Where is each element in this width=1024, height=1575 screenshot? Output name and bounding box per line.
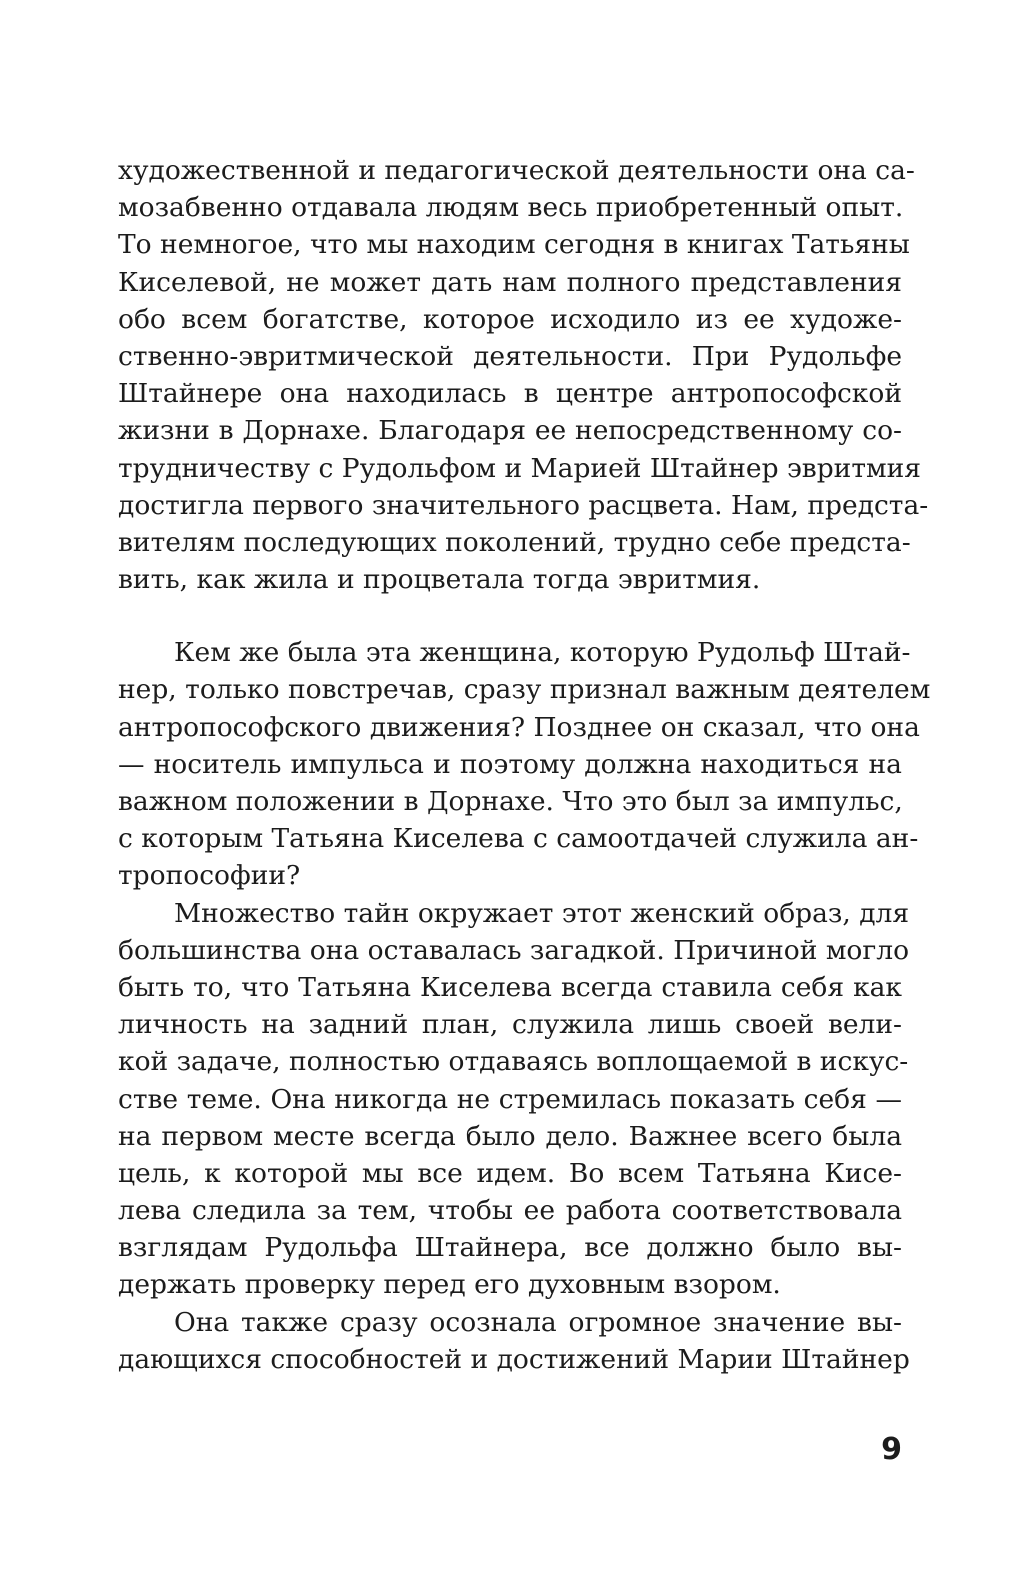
- body-text: [118, 152, 931, 1378]
- text-line: вителям последующих поколений, трудно себе предста-: [118, 526, 911, 558]
- text-line: Киселевой, не может дать нам полного представления: [118, 266, 902, 298]
- text-line: дающихся способностей и достижений Марии Штайнер: [118, 1343, 910, 1375]
- paragraph-2: [118, 634, 931, 894]
- text-line: цель, к которой мы все идем. Во всем Татьяна Кисе-: [118, 1157, 902, 1189]
- text-line: обо всем богатстве, которое исходило из ее художе-: [118, 303, 902, 335]
- page-number: 9: [881, 1432, 902, 1467]
- text-line: Множество тайн окружает этот женский образ, для: [174, 897, 910, 929]
- text-line: на первом месте всегда было дело. Важнее всего была: [118, 1120, 902, 1152]
- paragraph-gap: [118, 598, 902, 634]
- text-line: быть то, что Татьяна Киселева всегда ставила себя как: [118, 971, 902, 1003]
- paragraph-3: [118, 895, 910, 1304]
- text-line: Штайнере она находилась в центре антропософской: [118, 378, 902, 410]
- paragraph-4: [118, 1304, 910, 1378]
- text-line: вить, как жила и процветала тогда эвритмия.: [118, 564, 761, 596]
- text-line: большинства она оставалась загадкой. Причиной могло: [118, 934, 910, 966]
- text-line: кой задаче, полностью отдаваясь воплощаемой в искус-: [118, 1046, 909, 1078]
- text-line: Она также сразу осознала огромное значение вы-: [174, 1306, 902, 1338]
- text-line: трудничеству с Рудольфом и Марией Штайнер эвритмия: [118, 452, 921, 484]
- text-line: мозабвенно отдавала людям весь приобретенный опыт.: [118, 192, 904, 224]
- text-line: То немногое, что мы находим сегодня в книгах Татьяны: [118, 229, 910, 261]
- text-line: стве теме. Она никогда не стремилась показать себя —: [118, 1083, 902, 1115]
- text-line: ственно-эвритмической деятельности. При Рудольфе: [118, 340, 902, 372]
- paragraph-1: [118, 152, 929, 598]
- text-line: важном положении в Дорнахе. Что это был за импульс,: [118, 786, 903, 817]
- text-line: взглядам Рудольфа Штайнера, все должно было вы-: [118, 1232, 902, 1264]
- text-line: держать проверку перед его духовным взором.: [118, 1269, 781, 1301]
- text-line: художественной и педагогической деятельности она са-: [118, 155, 915, 186]
- text-line: нер, только повстречав, сразу признал важным деятелем: [118, 674, 931, 706]
- text-line: с которым Татьяна Киселева с самоотдачей служила ан-: [118, 823, 919, 855]
- text-line: личность на задний план, служила лишь своей вели-: [118, 1009, 902, 1041]
- text-line: лева следила за тем, чтобы ее работа соответствовала: [118, 1195, 902, 1227]
- text-line: антропософского движения? Позднее он сказал, что она: [118, 711, 920, 743]
- text-line: достигла первого значительного расцвета. Нам, предста-: [118, 489, 929, 521]
- text-line: тропософии?: [118, 860, 301, 892]
- text-line: Кем же была эта женщина, которую Рудольф Штай-: [174, 637, 911, 669]
- text-line: жизни в Дорнахе. Благодаря ее непосредственному со-: [118, 415, 902, 447]
- text-line: — носитель импульса и поэтому должна находиться на: [118, 748, 902, 780]
